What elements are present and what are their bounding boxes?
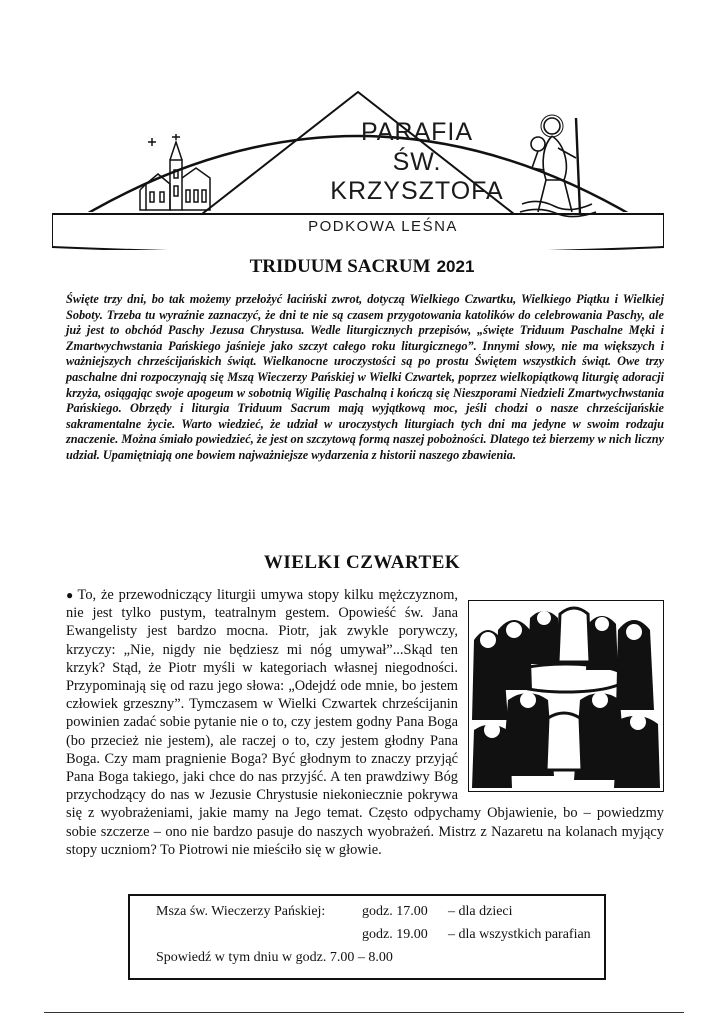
wielki-czwartek-article (66, 586, 664, 859)
triduum-title: TRIDUUM SACRUM (249, 256, 431, 277)
parish-name-line2: ŚW. KRZYSZTOFA (330, 148, 504, 205)
town-name: PODKOWA LEŚNA (308, 218, 458, 235)
parish-name-line1: PARAFIA (360, 118, 474, 146)
last-supper-icon (468, 600, 664, 792)
parish-banner (52, 82, 664, 250)
mass-schedule-box (128, 894, 606, 980)
triduum-intro-paragraph: Święte trzy dni, bo tak możemy przełożyć łaciński zwrot, dotyczą Wielkiego Czwartku, Wielkiego Piątku i Wielkiej Soboty. Trzeba tu wyraźnie zaznaczyć, że dni te nie są czasem przygotowania katolików do celebrowania Paschy, ale już jest to obchód Paschy Jezusa Chrystusa. Wedle liturgicznych przepisów, „święte Triduum Paschalne Męki i Zmartwychwstania Pańskiego jaśnieje jako szczyt całego roku liturgicznego”. Innymi słowy, nie ma większych i ważniejszych chrześcijańskich świąt. Wielkanocne uroczystości są po prostu Świętem wszystkich świąt. Owe trzy paschalne dni rozpoczynają się Mszą Wieczerzy Pańskiej w Wielki Czwartek, poprzez wielkopiątkową liturgię adoracji krzyża, osiągając swoje apogeum w sobotnią Wigilię Paschalną i kończą się Nieszporami Niedzieli Zmartwychwstania Pańskiego. Obrzędy i liturgia Triduum Sacrum mają wyjątkową moc, jeśli chodzi o nasze chrześcijańskie sakramentalne życie. Warto wiedzieć, że udział w uroczystych liturgiach tych dni ma jedyne w swoim rodzaju znaczenie. Można śmiało powiedzieć, że jest on szczytową formą naszej pobożności. Dlatego też bierzemy w nich liczny udział. Upamiętniają one bowiem najważniejsze wydarzenia z historii naszego zbawienia. (66, 292, 664, 462)
triduum-year: 2021 (436, 257, 475, 276)
schedule-time-children: godz. 17.00 (362, 904, 428, 919)
bullet-marker: ● (66, 588, 75, 602)
triduum-heading (0, 256, 724, 278)
schedule-time-all: godz. 19.00 (362, 927, 428, 942)
wielki-czwartek-heading: WIELKI CZWARTEK (263, 552, 461, 573)
schedule-mass-label: Msza św. Wieczerzy Pańskiej: (156, 904, 326, 919)
schedule-note-all: – dla wszystkich parafian (448, 927, 591, 942)
schedule-confession: Spowiedź w tym dniu w godz. 7.00 – 8.00 (156, 950, 393, 965)
church-icon (136, 134, 226, 214)
wielki-czwartek-text: To, że przewodniczący liturgii umywa stopy kilku mężczyznom, nie jest tylko pustym, teatralnym gestem. Opowieść św. Jana Ewangelisty jest bardzo mocna. Piotr, jak zwykle porywczy, krzyczy: „Nie, nigdy nie będziesz mi nóg umywał”...Skąd ten krzyk? Stąd, że Piotr myśli w kategoriach własnej niegodności. Przypominają się od razu jego słowa: „Odejdź ode mnie, bo jestem człowiek grzeszny”. Tymczasem w Wielki Czwartek chrześcijanin powinien zadać sobie pytanie nie o to, czy jestem godny Pana Boga (bo przecież nie jestem), ale raczej o to, czy jestem głodny Pana Boga. Czy mam pragnienie Boga? Być głodnym to znaczy przyjąć Pana Boga takiego, jaki chce do nas przyjść. A ten prawdziwy Bóg przychodzący do nas w Jezusie Chrystusie niekoniecznie pokrywa się z wyobrażeniami, jakie mamy na Jego temat. Często odpychamy Objawienie, bo – powiedzmy sobie szczerze – ono nie bardzo pasuje do naszych wyobrażeń. Mistrz z Nazaretu na kolanach myjący stopy uczniom? To Piotrowi nie mieściło się w głowie. (66, 587, 664, 858)
bottom-divider (44, 1012, 684, 1013)
schedule-note-children: – dla dzieci (448, 904, 513, 919)
